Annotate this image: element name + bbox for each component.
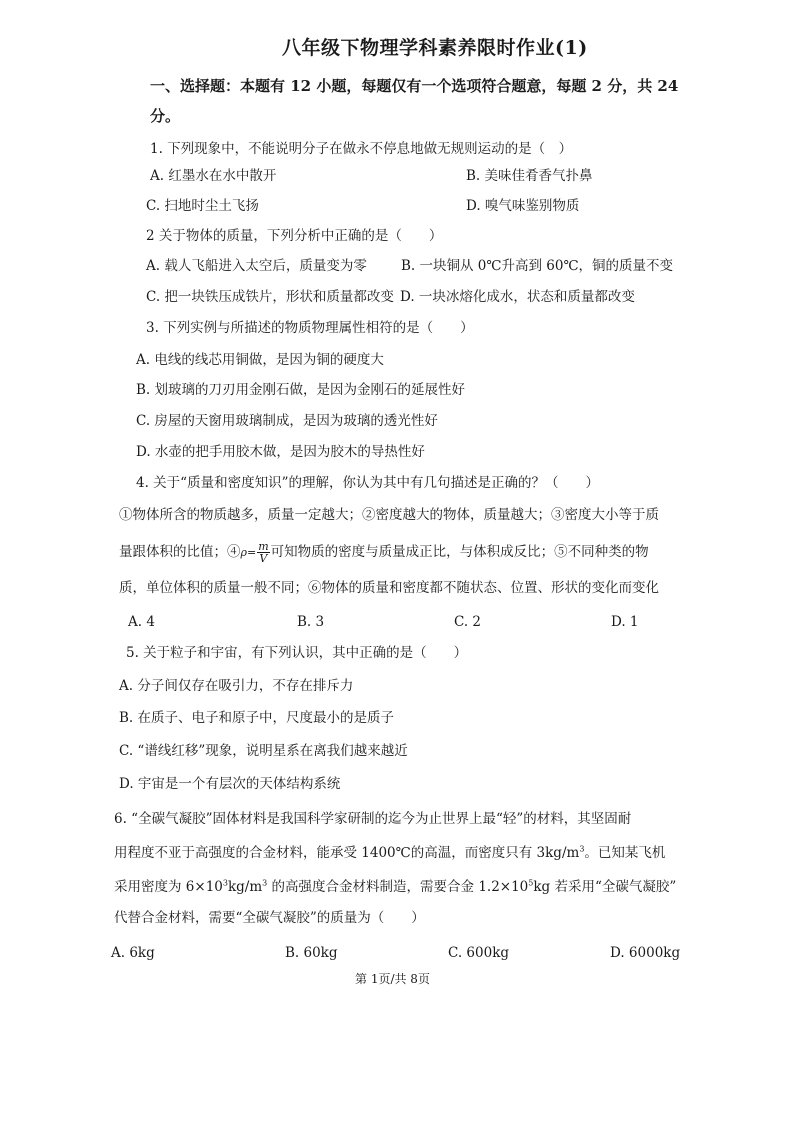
superscript: 3 xyxy=(262,878,268,888)
section-heading-cont: 分。 xyxy=(150,107,181,125)
question-5-option-a: A. 分子间仅存在吸引力，不存在排斥力 xyxy=(119,678,354,694)
question-1-stem: 1. 下列现象中，不能说明分子在做永不停息地做无规则运动的是（ ） xyxy=(150,141,573,157)
question-6-line-3-part-2: kg/m xyxy=(227,879,263,895)
question-5-option-b: B. 在质子、电子和原子中，尺度最小的是质子 xyxy=(119,710,395,726)
question-1-option-b: B. 美味佳肴香气扑鼻 xyxy=(466,168,593,184)
density-formula-fraction xyxy=(257,541,269,564)
question-4-statement-line-1: ①物体所含的物质越多，质量一定越大；②密度越大的物体，质量越大；③密度大小等于质 xyxy=(119,507,659,523)
formula-denominator: V xyxy=(259,552,268,565)
question-3-option-b: B. 划玻璃的刀刃用金刚石做，是因为金刚石的延展性好 xyxy=(136,382,466,398)
question-2-option-a: A. 载人飞船进入太空后，质量变为零 xyxy=(146,258,367,274)
question-1-option-a: A. 红墨水在水中散开 xyxy=(150,168,277,184)
question-6-option-d: D. 6000kg xyxy=(610,945,681,961)
question-4-option-c: C. 2 xyxy=(454,614,482,630)
superscript: 3 xyxy=(579,844,585,854)
superscript: 5 xyxy=(528,878,534,888)
question-6-line-2 xyxy=(114,843,665,863)
superscript: 3 xyxy=(222,878,228,888)
question-6-option-c: C. 600kg xyxy=(448,945,510,961)
question-4-statement-line-2-start: 量跟体积的比值；④ xyxy=(119,544,241,560)
question-2-option-b: B. 一块铜从 0℃升高到 60℃，铜的质量不变 xyxy=(401,258,674,274)
question-5-option-d: D. 宇宙是一个有层次的天体结构系统 xyxy=(119,776,341,792)
question-4-option-b: B. 3 xyxy=(297,614,325,630)
question-6-line-2-start: 用程度不亚于高强度的合金材料，能承受 1400℃的高温，而密度只有 3kg/m xyxy=(114,845,580,861)
question-6-line-4: 代替合金材料，需要“全碳气凝胶”的质量为（ ） xyxy=(114,910,425,926)
page-number-footer: 第 1页/共 8页 xyxy=(355,972,430,986)
question-2-option-d: D. 一块冰熔化成水，状态和质量都改变 xyxy=(400,289,635,305)
question-4-statement-line-2-end: 可知物质的密度与质量成正比，与体积成反比；⑤不同种类的物 xyxy=(270,544,649,560)
question-5-option-c: C. “谱线红移”现象，说明星系在离我们越来越近 xyxy=(119,743,408,759)
question-6-line-3-part-1: 采用密度为 6×10 xyxy=(114,879,223,895)
question-3-stem: 3. 下列实例与所描述的物质物理属性相符的是（ ） xyxy=(146,320,474,336)
question-5-stem: 5. 关于粒子和宇宙，有下列认识，其中正确的是（ ） xyxy=(126,645,468,661)
question-6-line-2-end: 。已知某飞机 xyxy=(584,845,666,861)
question-4-stem: 4. 关于“质量和密度知识”的理解，你认为其中有几句描述是正确的？（ ） xyxy=(136,475,599,491)
question-6-option-a: A. 6kg xyxy=(111,945,155,961)
question-4-option-a: A. 4 xyxy=(128,614,155,630)
section-heading: 一、选择题：本题有 12 小题，每题仅有一个选项符合题意，每题 2 分，共 24 xyxy=(150,77,679,95)
question-3-option-a: A. 电线的线芯用铜做，是因为铜的硬度大 xyxy=(136,352,384,368)
page-title: 八年级下物理学科素养限时作业(1) xyxy=(282,37,588,59)
question-6-line-3 xyxy=(114,877,676,897)
question-6-line-1: 6. “全碳气凝胶”固体材料是我国科学家研制的迄今为止世界上最“轻”的材料，其坚固耐 xyxy=(114,811,632,827)
question-2-stem: 2 关于物体的质量，下列分析中正确的是（ ） xyxy=(146,228,443,244)
formula-numerator: m xyxy=(258,540,269,553)
density-formula-lhs: ρ= xyxy=(240,546,257,559)
question-3-option-c: C. 房屋的天窗用玻璃制成，是因为玻璃的透光性好 xyxy=(136,413,438,429)
question-6-option-b: B. 60kg xyxy=(285,945,338,961)
question-6-line-3-part-4: kg 若采用“全碳气凝胶” xyxy=(533,879,677,895)
question-4-option-d: D. 1 xyxy=(611,614,639,630)
question-6-line-3-part-3: 的高强度合金材料制造，需要合金 1.2×10 xyxy=(267,879,529,895)
question-4-statement-line-3: 质，单位体积的质量一般不同；⑥物体的质量和密度都不随状态、位置、形状的变化而变化 xyxy=(119,580,659,596)
question-4-statement-line-2 xyxy=(119,541,649,564)
question-1-option-c: C. 扫地时尘土飞扬 xyxy=(146,198,259,214)
question-1-option-d: D. 嗅气味鉴别物质 xyxy=(466,198,580,214)
question-3-option-d: D. 水壶的把手用胶木做，是因为胶木的导热性好 xyxy=(136,444,425,460)
question-2-option-c: C. 把一块铁压成铁片，形状和质量都改变 xyxy=(146,289,394,305)
